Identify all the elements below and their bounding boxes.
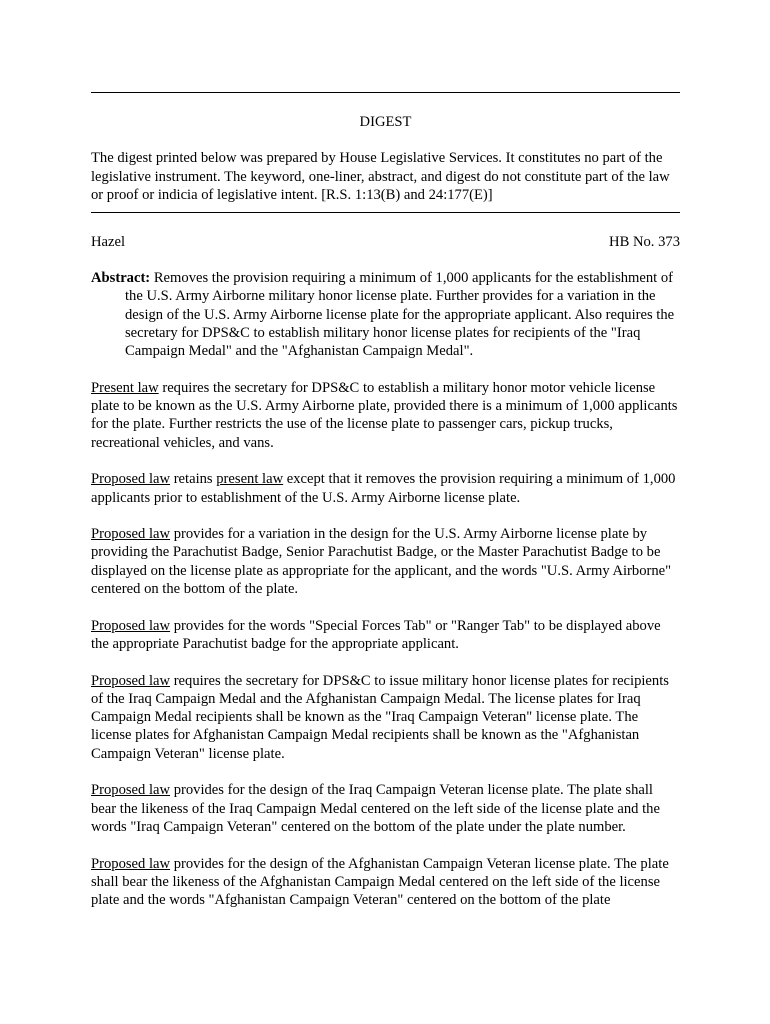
paragraph-text: requires the secretary for DPS&C to establish a military honor motor vehicle license plate to be known as the U.S. Army Airborne plate, provided there is a minimum of 1,000 applicants for the plate. Further restricts the use of the license plate to passenger cars, pickup trucks, recreational vehicles, and vans. (91, 379, 678, 451)
digest-body (91, 269, 680, 928)
law-reference: Proposed law (91, 526, 171, 543)
digest-paragraph (91, 379, 680, 452)
digest-paragraph (91, 672, 680, 763)
bill-author: Hazel (91, 234, 126, 250)
paragraph-text: provides for the words "Special Forces Tab" or "Ranger Tab" to be displayed above the appropriate Parachutist badge for the appropriate applicant. (91, 617, 661, 652)
digest-disclaimer: The digest printed below was prepared by House Legislative Services. It constitutes no part of the legislative instrument. The keyword, one-liner, abstract, and digest do not constitute part of the law or proof or indicia of legislative intent. [R.S. 1:13(B) and 24:177(E)] (91, 150, 670, 203)
law-reference: present law (216, 471, 284, 488)
digest-paragraph (91, 855, 680, 910)
abstract-label: Abstract: (91, 270, 151, 286)
law-reference: Proposed law (91, 855, 171, 872)
digest-paragraph (91, 525, 680, 598)
digest-paragraph (91, 617, 680, 654)
paragraph-text: provides for the design of the Iraq Campaign Veteran license plate. The plate shall bear the likeness of the Iraq Campaign Medal centered on the left side of the license plate and the words "Iraq Campaign Veteran" centered on the bottom of the plate under the plate number. (91, 782, 660, 835)
document-title: DIGEST (359, 114, 412, 130)
paragraph-text: retains (170, 471, 217, 488)
paragraph-text: except that it removes the provision requiring a minimum of 1,000 applicants prior to establishment of the U.S. Army Airborne license plate. (91, 471, 676, 506)
bill-header-row (91, 233, 680, 251)
abstract-text: Removes the provision requiring a minimum of 1,000 applicants for the establishment of the U.S. Army Airborne military honor license plate. Further provides for a variation in the design of the U.S. Army Airborne license plate for the appropriate applicant. Also requires the secretary for DPS&C to establish military honor license plates for recipients of the "Iraq Campaign Medal" and the "Afghanistan Campaign Medal". (125, 270, 675, 360)
header-divider (91, 212, 680, 213)
digest-paragraph (91, 781, 680, 836)
law-reference: Proposed law (91, 471, 171, 488)
paragraph-text: requires the secretary for DPS&C to issue military honor license plates for recipients of the Iraq Campaign Medal and the Afghanistan Campaign Medal. The license plates for Iraq Campaign Medal recipients shall be known as the "Iraq Campaign Veteran" license plate. The license plates for Afghanistan Campaign Medal recipients shall be known as the "Afghanistan Campaign Veteran" license plate. (91, 672, 669, 762)
law-reference: Present law (91, 379, 159, 396)
paragraph-text: provides for a variation in the design for the U.S. Army Airborne license plate by providing the Parachutist Badge, Senior Parachutist Badge, or the Master Parachutist Badge to be displayed on the license plate as appropriate for the applicant, and the words "U.S. Army Airborne" centered on the bottom of the plate. (91, 526, 672, 598)
abstract-paragraph (91, 269, 680, 360)
bill-number: HB No. 373 (609, 234, 680, 250)
law-reference: Proposed law (91, 617, 171, 634)
top-divider (91, 92, 680, 93)
paragraph-text: provides for the design of the Afghanistan Campaign Veteran license plate. The plate shall bear the likeness of the Afghanistan Campaign Medal centered on the left side of the license plate and the words "Afghanistan Campaign Veteran" centered on the bottom of the plate (91, 855, 669, 909)
law-reference: Proposed law (91, 672, 171, 689)
law-reference: Proposed law (91, 782, 171, 799)
digest-paragraph (91, 470, 680, 507)
